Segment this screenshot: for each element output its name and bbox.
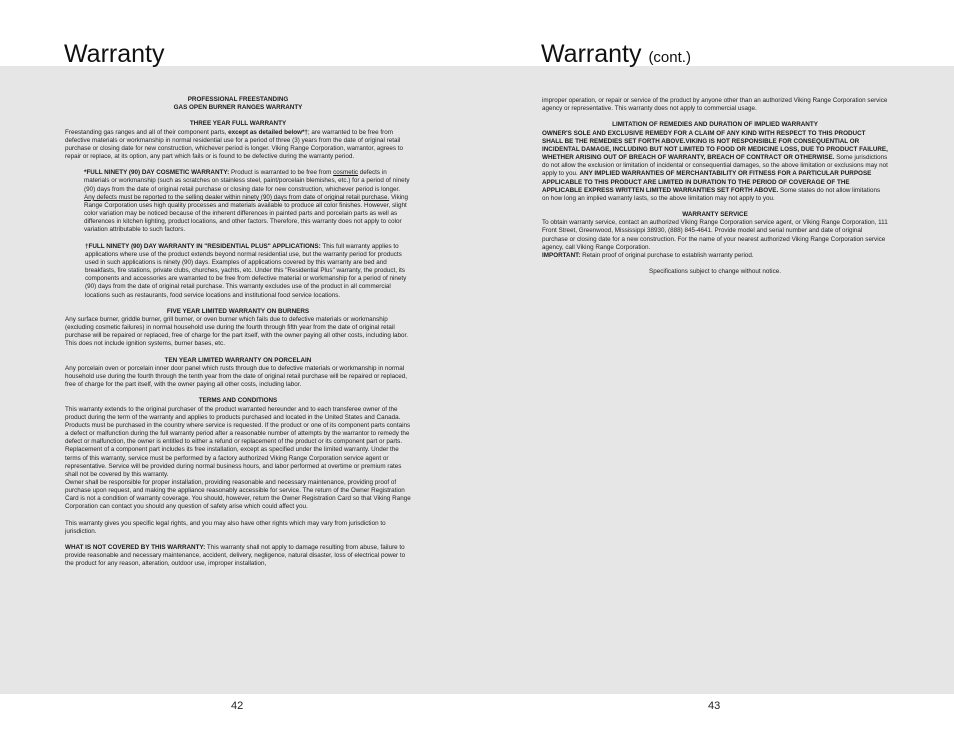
- right-text-column: [542, 97, 888, 276]
- section-heading: THREE YEAR FULL WARRANTY: [189, 120, 287, 128]
- page-title-right: Warranty (cont.): [541, 40, 691, 68]
- three-year-paragraph: Freestanding gas ranges and all of their component parts, except as detailed below*†; are warranted to be free from defective materials or workmanship in normal residential use for a period of three (3) years from the date of original retail purchase or closing date for new construction, whichever period is longer. Viking Range Corporation, warrantor, agrees to repair or replace, at its option, any part which fails or is found to be defective during the warranty period.: [65, 128, 404, 161]
- specs-note: Specifications subject to change without notice.: [649, 268, 781, 276]
- left-text-column: [65, 96, 411, 569]
- page-number-right: 43: [708, 700, 721, 712]
- ten-year-paragraph: Any porcelain oven or porcelain inner door panel which rusts through due to defective materials or workmanship in normal household use during the fourth through the tenth year from the date of original retail purchase will be repaired or replaced, free of charge for the part itself, with the owner paying all other costs, including labor.: [65, 364, 407, 389]
- section-heading: GAS OPEN BURNER RANGES WARRANTY: [173, 104, 303, 112]
- section-heading: LIMITATION OF REMEDIES AND DURATION OF IMPLIED WARRANTY: [612, 121, 818, 129]
- continued-paragraph: improper operation, or repair or service of the product by anyone other than an authorized Viking Range Corporation service agency or representative. This warranty does not apply to commercial usage.: [542, 97, 888, 113]
- cosmetic-warranty-paragraph: *FULL NINETY (90) DAY COSMETIC WARRANTY: Product is warranted to be free from cosmetic defects in materials or workmanship (such as scratches on stainless steel, paint/porcelain blemishes, etc.) for a period of ninety (90) days from the date of original retail purchase or closing date for new construction, whichever period is longer. Any defects must be reported to the selling dealer within ninety (90) days from date of original retail purchase. Viking Range Corporation uses high quality processes and materials available to produce all color finishes. However, slight color variation may be noticed because of the inherent differences in painted parts and porcelain parts as well as differences in kitchen lighting, product locations, and other factors. Therefore, this warranty does not apply to color variation attributable to such factors.: [84, 169, 410, 234]
- limitation-paragraph: OWNER'S SOLE AND EXCLUSIVE REMEDY FOR A CLAIM OF ANY KIND WITH RESPECT TO THIS PRODUCT SHALL BE THE REMEDIES SET FORTH ABOVE.VIKING IS NOT RESPONSIBLE FOR CONSEQUENTIAL OR INCIDENTAL DAMAGE, INCLUDING BUT NOT LIMITED TO FOOD OR MEDICINE LOSS, DUE TO PRODUCT FAILURE, WHETHER ARISING OUT OF BREACH OF WARRANTY, BREACH OF CONTRACT OR OTHERWISE. Some jurisdictions do not allow the exclusion or limitation of incidental or consequential damages, so the above limitation or exclusions may not apply to you. ANY IMPLIED WARRANTIES OF MERCHANTABILITY OR FITNESS FOR A PARTICULAR PURPOSE APPLICABLE TO THIS PRODUCT ARE LIMITED IN DURATION TO THE PERIOD OF COVERAGE OF THE APPLICABLE EXPRESS WRITTEN LIMITED WARRANTIES SET FORTH ABOVE. Some states do not allow limitations on how long an implied warranty lasts, so the above limitation may not apply to you.: [542, 129, 888, 202]
- section-heading: FIVE YEAR LIMITED WARRANTY ON BURNERS: [166, 307, 310, 315]
- important-paragraph: IMPORTANT: Retain proof of original purchase to establish warranty period.: [542, 251, 754, 259]
- title-cont-label: (cont.): [648, 49, 691, 66]
- section-heading: WARRANTY SERVICE: [682, 211, 748, 219]
- service-paragraph: To obtain warranty service, contact an authorized Viking Range Corporation service agent, or Viking Range Corporation, 111 Front Street, Greenwood, Mississippi 38930, (888) 845-4641. Provide model and serial number and date of original purchase or closing date for a new construction. For the name of your nearest authorized Viking Range Corporation service agency, call Viking Range Corporation.: [542, 219, 888, 251]
- page-title-left: Warranty: [64, 40, 165, 68]
- residential-plus-paragraph: †FULL NINETY (90) DAY WARRANTY IN "RESIDENTIAL PLUS" APPLICATIONS: This full warranty applies to applications where use of the product extends beyond normal residential use, but the warranty period for products used in such applications is ninety (90) days. Examples of applications covered by this warranty are bed and breakfasts, fire stations, private clubs, churches, yachts, etc. Under this "Residential Plus" warranty, the product, its components and accessories are warranted to be free from defective material or workmanship for a period of ninety (90) days from the date of original retail purchase. This warranty excludes use of the product in all commercial locations such as restaurants, food service locations and institutional food service locations.: [85, 242, 407, 299]
- page-number-left: 42: [231, 700, 244, 712]
- section-heading: PROFESSIONAL FREESTANDING: [187, 96, 289, 103]
- five-year-paragraph: Any surface burner, griddle burner, grill burner, or oven burner which fails due to defective materials or workmanship (excluding cosmetic failures) in normal household use during the fourth through fifth year from the date of original retail purchase will be repaired or replaced, free of charge for the part itself, with the owner paying all other costs, including labor. This does not include ignition systems, burner bases, etc.: [65, 315, 409, 348]
- section-heading: TERMS AND CONDITIONS: [198, 397, 278, 405]
- not-covered-paragraph: WHAT IS NOT COVERED BY THIS WARRANTY: This warranty shall not apply to damage resulting from abuse, failure to provide reasonable and necessary maintenance, accident, delivery, negligence, natural disaster, loss of electrical power to the product for any reason, alteration, outdoor use, improper installation,: [65, 544, 406, 568]
- rights-paragraph: This warranty gives you specific legal rights, and you may also have other rights which may vary from jurisdiction to jurisdiction.: [65, 519, 386, 535]
- terms-paragraph: This warranty extends to the original purchaser of the product warranted hereunder and to each transferee owner of the product during the term of the warranty and applies to products purchased and located in the United States and Canada. Products must be purchased in the country where service is requested. If the product or one of its component parts contains a defect or malfunction during the full warranty period after a reasonable number of attempts by the warrantor to remedy the defect or malfunction, the owner is entitled to either a refund or replacement of the product or its component part or parts. Replacement of a component part includes its free installation, except as specified under the limited warranty. Under the terms of this warranty, service must be performed by a factory authorized Viking Range Corporation service agent or representative. Service will be provided during normal business hours, and labor performed at overtime or premium rates shall not be covered by this warranty.: [65, 405, 411, 478]
- terms-paragraph: Owner shall be responsible for proper installation, providing reasonable and necessary maintenance, providing proof of purchase upon request, and making the appliance reasonably accessible for service. The return of the Owner Registration Card is not a condition of warranty coverage. You should, however, return the Owner Registration Card so that Viking Range Corporation can contact you should any question of safety arise which could affect you.: [65, 478, 411, 511]
- section-heading: TEN YEAR LIMITED WARRANTY ON PORCELAIN: [164, 356, 312, 364]
